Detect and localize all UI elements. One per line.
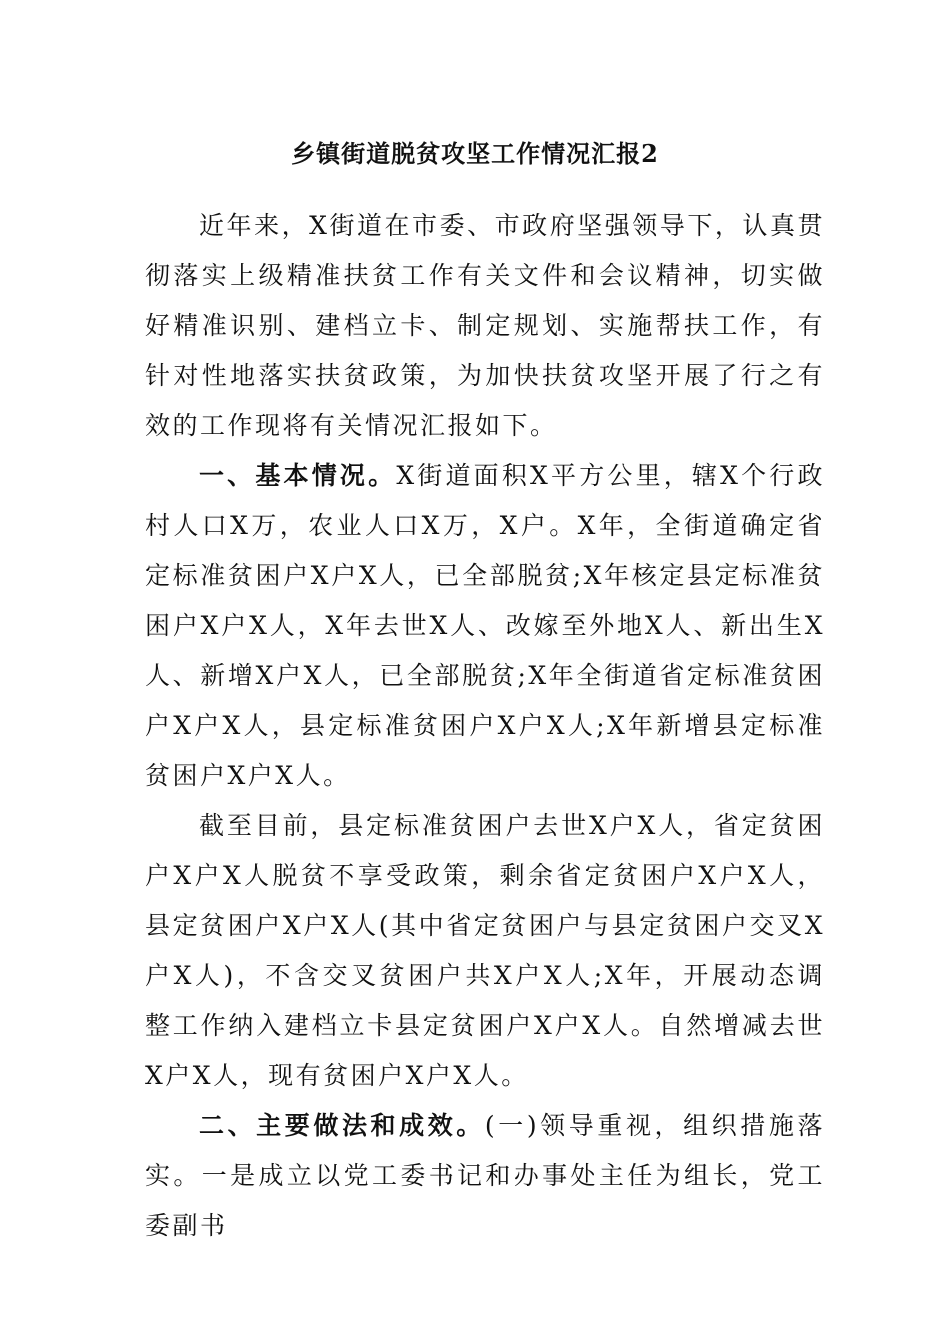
section-heading-basic-situation: 一、基本情况。 — [199, 461, 397, 490]
paragraph-intro — [145, 201, 825, 451]
section-heading-main-measures: 二、主要做法和成效。 — [199, 1111, 485, 1140]
paragraph-text: X街道面积X平方公里，辖X个行政村人口X万，农业人口X万，X户。X年，全街道确定省定标准贫困户X户X人，已全部脱贫;X年核定县定标准贫困户X户X人，X年去世X人、改嫁至外地X人、新出生X人、新增X户X人，已全部脱贫;X年全街道省定标准贫困户X户X人，县定标准贫困户X户X人;X年新增县定标准贫困户X户X人。 — [145, 461, 825, 790]
paragraph-text: (一)领导重视，组织措施落实。一是成立以党工委书记和办事处主任为组长，党工委副书 — [145, 1111, 825, 1240]
document-title: 乡镇街道脱贫攻坚工作情况汇报2 — [291, 139, 659, 168]
paragraph-current-status — [145, 801, 825, 1101]
paragraph-main-measures — [145, 1101, 825, 1251]
paragraph-basic-situation — [145, 451, 825, 801]
paragraph-text: 截至目前，县定标准贫困户去世X户X人，省定贫困户X户X人脱贫不享受政策，剩余省定贫困户X户X人，县定贫困户X户X人(其中省定贫困户与县定贫困户交叉X户X人)，不含交叉贫困户共X户X人;X年，开展动态调整工作纳入建档立卡县定贫困户X户X人。自然增减去世X户X人，现有贫困户X户X人。 — [145, 811, 825, 1090]
paragraph-text: 近年来，X街道在市委、市政府坚强领导下，认真贯彻落实上级精准扶贫工作有关文件和会议精神，切实做好精准识别、建档立卡、制定规划、实施帮扶工作，有针对性地落实扶贫政策，为加快扶贫攻坚开展了行之有效的工作现将有关情况汇报如下。 — [145, 211, 825, 440]
